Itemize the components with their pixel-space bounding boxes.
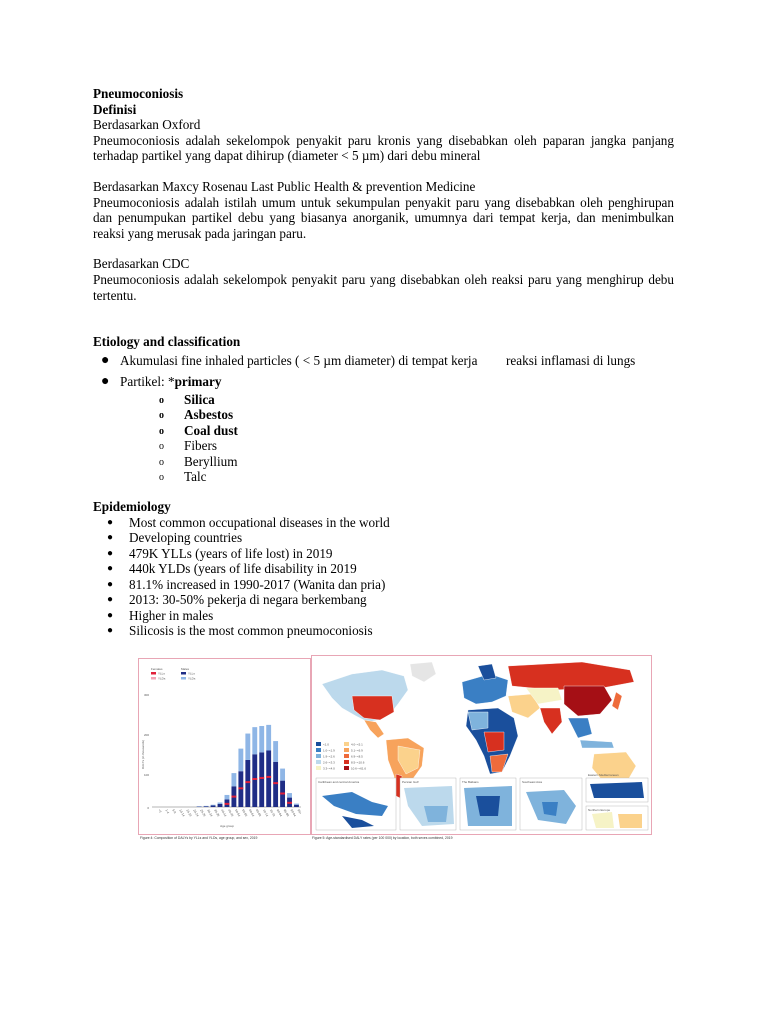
legend-swatch-yll-female: [151, 672, 156, 675]
maxcy-definition: Pneumoconiosis adalah istilah umum untuk sekumpulan penyakit paru yang disebabkan oleh penghirupan dan penumpukan partikel debu yang biasanya anorganik, umumnya dari tempat kerja, dan menimbulkan reaksi yang merusak pada jaringan paru.: [93, 194, 674, 241]
bar-yll-30-34: [204, 806, 209, 807]
ytick-label: 200: [143, 733, 149, 737]
bullet-icon: ●: [107, 625, 114, 636]
svg-text:YLLs: YLLs: [158, 671, 165, 676]
legend-swatch: [344, 742, 349, 746]
list-item: ● 81.1% increased in 1990-2017 (Wanita dan pria): [107, 576, 386, 592]
bar-yld-60-64: [245, 734, 250, 760]
xtick-label: 45-49: [227, 808, 235, 818]
list-item: ● Developing countries: [107, 530, 243, 545]
maxcy-source: Berdasarkan Maxcy Rosenau Last Public Health & prevention Medicine: [93, 178, 476, 194]
ytick-label: 100: [143, 773, 149, 777]
bar-yll-95+: [294, 805, 299, 807]
list-item: o Asbestos: [159, 407, 234, 423]
inset-balkans: [460, 778, 516, 830]
circle-bullet-icon: o: [159, 425, 164, 437]
legend-swatch-yll-male: [181, 672, 186, 675]
svg-text:YLDs: YLDs: [188, 676, 196, 681]
list-item: ● Most common occupational diseases in the world: [107, 514, 390, 530]
bar-female-65-69: [252, 778, 257, 780]
bar-female-70-74: [259, 777, 264, 779]
legend-swatch: [316, 754, 321, 758]
legend-label: 1.0–<1.9: [323, 748, 335, 753]
bullet-icon: ●: [107, 609, 114, 621]
legend-swatch: [316, 760, 321, 764]
bar-yld-45-49: [225, 795, 230, 800]
circle-bullet-icon: o: [159, 456, 164, 468]
epidemiology-list: [93, 515, 674, 639]
oxford-source: Berdasarkan Oxford: [93, 117, 201, 133]
bar-yld-90-94: [287, 793, 292, 798]
list-item: o Fibers: [159, 438, 217, 454]
ytick-label: 300: [143, 693, 149, 697]
figures: [138, 655, 652, 845]
bullet-icon: ●: [101, 352, 110, 368]
bar-yld-85-89: [280, 769, 285, 781]
bar-female-60-64: [245, 781, 250, 783]
bar-yld-80-84: [273, 741, 278, 762]
legend-label: 2.6–<3.3: [323, 760, 335, 765]
inset-northern-europe: [586, 806, 648, 830]
xtick-label: 75-79: [268, 808, 277, 818]
bullet-icon: ●: [107, 532, 114, 543]
bar-female-75-79: [266, 776, 271, 778]
list-item: ● Silicosis is the most common pneumoconiosis: [107, 623, 373, 638]
svg-text:YLDs: YLDs: [158, 676, 166, 681]
bar-female-55-59: [238, 787, 243, 789]
list-item: ● 2013: 30-50% pekerja di negara berkembang: [107, 592, 367, 607]
inset-caribbean: [316, 778, 396, 830]
list-item: o Silica: [159, 391, 215, 407]
inset-persian-gulf: [400, 778, 456, 830]
figure1-caption: Figure 4: Composition of DALYs by YLLs and YLDs, age group, and sex, 2019: [140, 836, 258, 840]
circle-bullet-icon: o: [159, 472, 164, 484]
legend-swatch: [344, 754, 349, 758]
legend-label: 3.3–<4.0: [323, 766, 335, 771]
legend-swatch: [316, 742, 321, 746]
circle-bullet-icon: o: [159, 394, 164, 406]
x-axis-label: Age group: [220, 824, 234, 828]
xtick-label: 35-39: [213, 808, 221, 818]
bar-female-50-54: [231, 796, 236, 798]
legend-label: 1.9–<2.6: [323, 754, 335, 759]
list-item: o Beryllium: [159, 453, 238, 469]
circle-bullet-icon: o: [159, 441, 164, 453]
legend-label: <1.0: [323, 742, 329, 747]
xtick-label: 30-34: [206, 808, 214, 818]
etiology-list: [93, 353, 674, 485]
legend-swatch-yld-male: [181, 677, 186, 680]
list-item: ● Higher in males: [107, 607, 214, 623]
legend-label: 6.9–<8.5: [351, 754, 363, 759]
xtick-label: 60-64: [247, 808, 256, 818]
bar-yld-95+: [294, 804, 299, 805]
bar-yld-75-79: [266, 725, 271, 751]
xtick-label: 5-9: [171, 808, 178, 815]
bullet-icon: ●: [101, 374, 110, 390]
legend-label: 5.1–<6.9: [351, 748, 363, 753]
y-axis-label: DALYs (in thousands): [141, 740, 145, 769]
bar-yll-70-74: [259, 752, 264, 807]
svg-text:Northern Europe: Northern Europe: [588, 808, 611, 812]
epidemiology-heading: Epidemiology: [93, 498, 171, 514]
xtick-label: 90-94: [289, 808, 297, 818]
bullet-icon: ●: [107, 516, 114, 528]
bullet-icon: ●: [107, 547, 114, 559]
legend-females: Females: [151, 667, 163, 671]
list-item: o Talc: [159, 469, 207, 485]
list-item: [93, 353, 674, 369]
etiology-item-result: reaksi inflamasi di lungs: [506, 352, 636, 368]
list-item: ● 479K YLLs (years of life lost) in 2019: [107, 545, 333, 561]
legend-swatch: [316, 748, 321, 752]
circle-bullet-icon: o: [159, 410, 164, 422]
document-title: Pneumoconiosis: [93, 86, 184, 101]
particle-list: [120, 392, 674, 485]
world-daly-map: [312, 656, 651, 834]
bar-yld-35-39: [211, 805, 216, 806]
legend-swatch: [344, 766, 349, 770]
legend-label: 4.0–<5.1: [351, 742, 363, 747]
ytick-label: 0: [147, 806, 149, 810]
cdc-definition: Pneumoconiosis adalah sekelompok penyakit paru yang disebabkan oleh reaksi paru yang menghirup debu tertentu.: [93, 271, 674, 303]
xtick-label: 40-44: [220, 808, 228, 818]
list-item: [93, 374, 674, 485]
xtick-label: 70-74: [261, 808, 270, 818]
xtick-label: 20-24: [192, 808, 200, 818]
particle-primary: primary: [174, 374, 222, 390]
legend-swatch: [344, 748, 349, 752]
xtick-label: 50-54: [234, 808, 242, 818]
bar-yld-50-54: [231, 773, 236, 786]
bar-yld-70-74: [259, 726, 264, 752]
inset-southeast-asia: [520, 778, 582, 830]
particle-prefix: Partikel: *: [120, 374, 175, 390]
legend-swatch: [316, 766, 321, 770]
bar-female-85-89: [280, 792, 285, 794]
bar-yld-40-44: [218, 802, 223, 804]
bar-yll-65-69: [252, 754, 257, 807]
xtick-label: <1: [157, 808, 163, 814]
xtick-label: 55-59: [240, 808, 249, 818]
legend-label: 10.6–<61.6: [351, 766, 367, 771]
svg-text:Caribbean and central America: Caribbean and central America: [318, 780, 360, 784]
xtick-label: 65-69: [254, 808, 263, 818]
etiology-heading: Etiology and classification: [93, 334, 241, 350]
xtick-label: 10-14: [178, 808, 186, 818]
bar-female-90-94: [287, 802, 292, 804]
definisi-heading: Definisi: [93, 101, 137, 117]
svg-text:YLLs: YLLs: [188, 671, 195, 676]
svg-text:The Balkans: The Balkans: [462, 780, 479, 784]
legend-label: 8.5–<10.6: [351, 760, 365, 765]
bar-yll-35-39: [211, 805, 216, 807]
bar-yll-60-64: [245, 760, 250, 807]
bar-yld-65-69: [252, 727, 257, 754]
world-daly-map-figure: [311, 655, 652, 835]
xtick-label: 85-89: [282, 808, 291, 818]
bar-female-80-84: [273, 782, 278, 784]
daly-bar-chart-figure: [138, 658, 311, 835]
xtick-label: 80-84: [275, 808, 284, 818]
bullet-icon: ●: [107, 563, 114, 574]
etiology-item-text: Akumulasi fine inhaled particles ( < 5 µm diameter) di tempat kerja: [120, 352, 478, 368]
bullet-icon: ●: [107, 578, 114, 590]
xtick-label: 95+: [296, 808, 303, 815]
figure2-caption: Figure 5: Age-standardised DALY rates (per 100 000) by location, both sexes combined, 2019: [312, 836, 453, 840]
svg-text:Persian Gulf: Persian Gulf: [402, 780, 419, 784]
svg-text:Southeast Asia: Southeast Asia: [522, 780, 543, 784]
legend-males: Males: [181, 667, 190, 671]
document-body: [93, 86, 674, 639]
bar-yll-80-84: [273, 762, 278, 807]
legend-swatch: [344, 760, 349, 764]
xtick-label: 25-29: [199, 808, 207, 818]
cdc-source: Berdasarkan CDC: [93, 256, 190, 272]
bullet-icon: ●: [107, 594, 114, 605]
xtick-label: 15-19: [185, 808, 193, 818]
xtick-label: 1-4: [164, 808, 171, 815]
bar-female-45-49: [225, 803, 230, 805]
bar-yld-55-59: [238, 749, 243, 772]
daly-bar-chart: [139, 659, 310, 834]
oxford-definition: Pneumoconiosis adalah sekelompok penyakit paru kronis yang disebabkan oleh paparan jangka panjang terhadap partikel yang dapat dihirup (diameter < 5 µm) dari debu mineral: [93, 132, 674, 164]
list-item: ● 440k YLDs (years of life disability in 2019: [107, 561, 357, 576]
legend-swatch-yld-female: [151, 677, 156, 680]
bar-yll-75-79: [266, 751, 271, 808]
list-item: o Coal dust: [159, 422, 238, 438]
bar-yll-40-44: [218, 804, 223, 807]
svg-text:Eastern Mediterranean: Eastern Mediterranean: [588, 773, 619, 777]
